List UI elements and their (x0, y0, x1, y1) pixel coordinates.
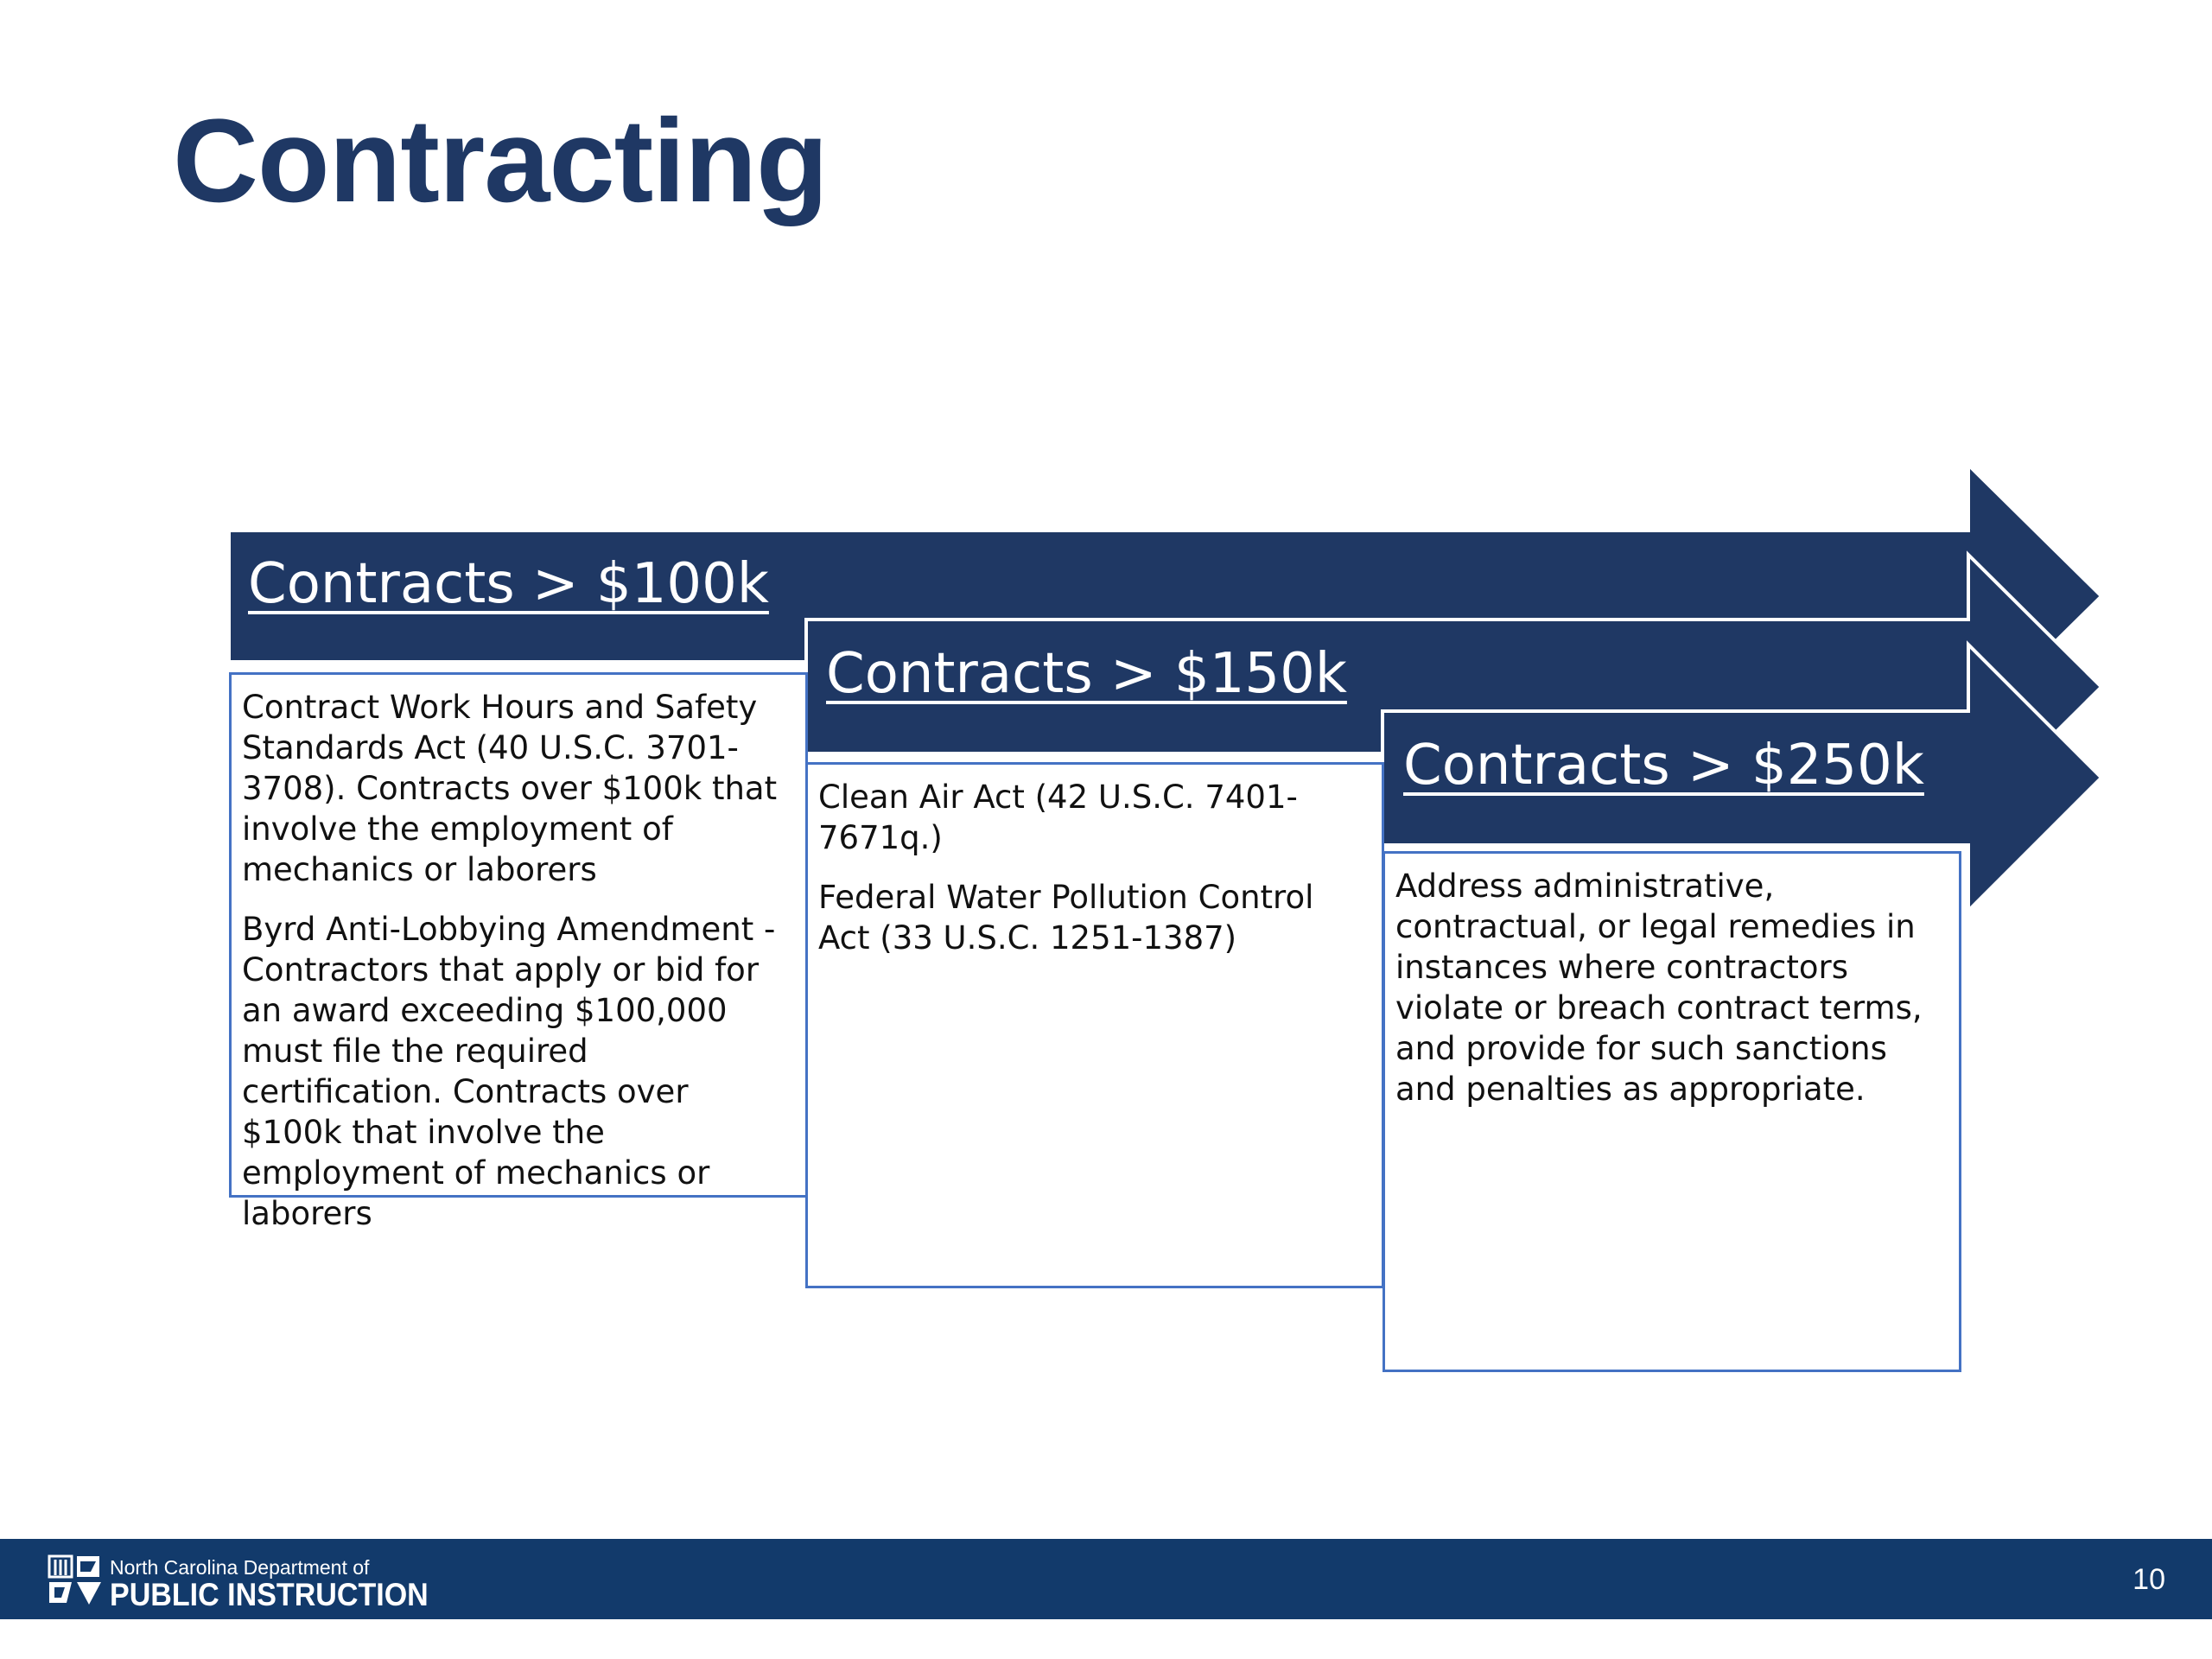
footer-bar (0, 1539, 2212, 1619)
tier-100k-paragraph-1: Contract Work Hours and Safety Standards Act (40 U.S.C. 3701-3708). Contracts over $100k that involve the employment of mechanics or laborers (242, 689, 778, 888)
tier-label-100k: Contracts > $100k (248, 552, 769, 616)
tier-box-100k (229, 672, 808, 1232)
tier-150k-paragraph-2: Federal Water Pollution Control Act (33 U.S.C. 1251-1387) (818, 879, 1314, 957)
department-name-line2: PUBLIC INSTRUCTION (110, 1577, 429, 1612)
tier-label-250k: Contracts > $250k (1403, 734, 1924, 798)
tier-box-150k (805, 762, 1384, 1288)
tier-100k-paragraph-2: Byrd Anti-Lobbying Amendment - Contractors that apply or bid for an award exceeding $100,000 must file the required certification. Contracts over $100k that involve the employment of mechanics or laborers (242, 911, 776, 1232)
dpi-logo-icon (48, 1554, 103, 1606)
page-number: 10 (2133, 1563, 2165, 1596)
tier-box-250k (1382, 851, 1961, 1372)
tier-250k-paragraph-1: Address administrative, contractual, or legal remedies in instances where contractors violate or breach contract terms, and provide for such sanctions and penalties as appropriate. (1395, 868, 1923, 1108)
department-name-line1: North Carolina Department of (110, 1556, 370, 1579)
tier-label-150k: Contracts > $150k (826, 642, 1347, 706)
slide-title: Contracting (173, 95, 828, 227)
tier-150k-paragraph-1: Clean Air Act (42 U.S.C. 7401-7671q.) (818, 779, 1298, 856)
